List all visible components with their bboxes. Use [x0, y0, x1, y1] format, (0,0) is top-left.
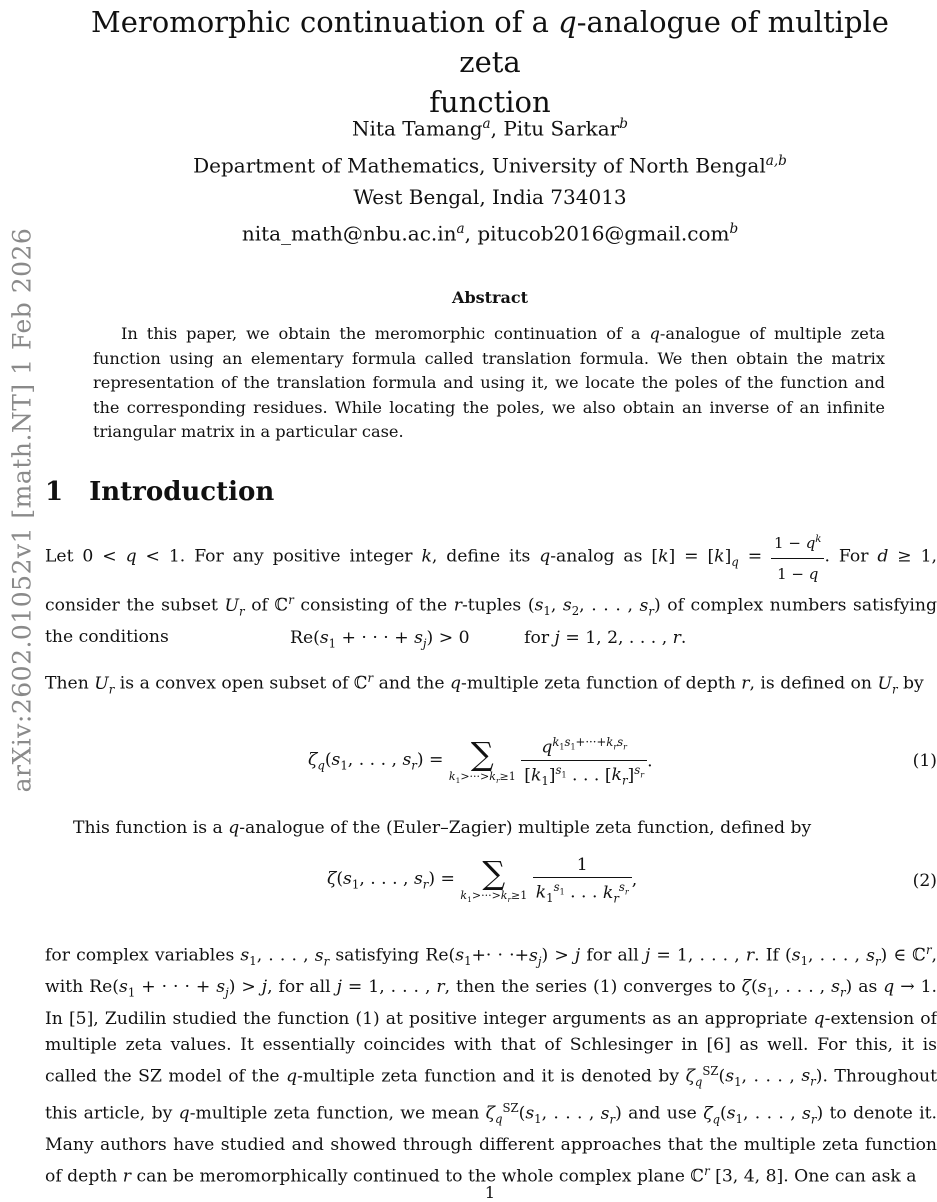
page-number: 1: [484, 1183, 496, 1202]
equation-2-number: (2): [912, 871, 937, 891]
equation-1-number: (1): [912, 751, 937, 771]
arxiv-id: arXiv:2602.01052v1 [math.NT] 1 Feb 2026: [7, 227, 37, 793]
paper-page: arXiv:2602.01052v1 [math.NT] 1 Feb 2026 Meromorphic continuation of a q-analogue of multiple zeta function Nita Tamang$^a$, Pitu Sarkar$^b$ Department of Mathematics, University of North Bengal$^{a,b}$ West Bengal, India 734013 $nita\_math@nbu.ac.in^a$, pitucob2016@gmail.com$^b$ Abstract In this paper, we obtain the meromorphic continuation of a q-analogue of multiple zeta function using an elementary formula called translation formula. We then obtain the matrix representation of the translation formula and using it, we locate the poles of the function and the corresponding residues. While locating the poles, we also obtain an inverse of an infinite triangular matrix in a particular case. 1 Introduction Let 0 < q < 1. For any positive integer k, define its q-analog as $[k] = [k]_q$ = $\frac{1 - q^k}{1 - q}$ . For d ≥ 1, consider the subset $U_r$ of ℂ$^r$ consisting of the r-tuples ($s_1$, $s_2$, . . . , $s_r$) of complex numbers satisfying the conditions $Re(s_1$ + · · · + $s_j) > 0$ for j = 1, 2, . . . , r. Then $U_r$ is a convex open subset of ℂ$^r$ and the q-multiple zeta function of depth r, is defined on $U_r$ by $\zeta_q(s_1$, . . . , $s_r$) = ∑ $k_1>\cdot\cdot\cdot>k_r\ge 1$ $\frac{q^{k_1s_1+\cdot\cdot\cdot+k_rs_r}}{[k_1]^{s_1} . . . [k_r]^{s_r}}$ . (1) This function is a q-analogue of the (Euler–Zagier) multiple zeta function, defined by $\zeta(s_1$, . . . , $s_r$) = ∑ $k_1>\cdot\cdot\cdot>k_r\ge 1$ $\frac{1}{k_1^{s_1} . . . k_r^{s_r}}$ , (2) for complex variables $s_1$, . . . , $s_r$ satisfying $Re(s_1+\cdot \cdot \cdot+s_j) > j$ for all j = 1, . . . , r. If ($s_1$, . . . , $s_r$) ∈ ℂ$^r$, with $Re(s_1$ + · · · + $s_j) > j$, for all j = 1, . . . , r, then the series (1) converges to $\zeta(s_1$, . . . , $s_r$) as q → 1. In [5], Zudilin studied the function (1) at positive integer arguments as an appropriate q-extension of multiple zeta values. It essentially coincides with that of Schlesinger in [6] as well. For this, it is called the SZ model of the q-multiple zeta function and it is denoted by $\zeta_q^{SZ}(s_1$, . . . , $s_r$). Throughout this article, by q-multiple zeta function, we mean $\zeta_q^{SZ}(s_1$, . . . , $s_r$) and use $\zeta_q(s_1$, . . . , $s_r$) to denote it. Many authors have studied and showed through different approaches that the multiple zeta function of depth r can be meromorphically continued to the whole complex plane ℂ$^r$ [3, 4, 8]. One can ask a 1: [0, 0, 937, 1200]
abstract-heading: Abstract: [452, 288, 528, 307]
intro-paragraph-3: This function is a q-analogue of the (Euler–Zagier) multiple zeta function, defined by: [73, 818, 812, 838]
abstract-text: In this paper, we obtain the meromorphic continuation of a q-analogue of multiple zeta function using an elementary formula called translation formula. We then obtain the matrix representation of the translation formula and using it, we locate the poles of the function and the corresponding residues. While locating the poles, we also obtain an inverse of an infinite triangular matrix in a particular case.: [93, 324, 885, 441]
author-names: Nita Tamang$^a$, Pitu Sarkar$^b$: [352, 116, 628, 141]
section-number: 1: [45, 477, 64, 507]
arxiv-sidebar-stamp: [2, 190, 42, 830]
author-block: [60, 108, 920, 250]
intro-paragraph-2: Then $U_r$ is a convex open subset of ℂ$^r$ and the q-multiple zeta function of depth r, is defined on $U_r$ by: [45, 671, 924, 697]
section-heading: [45, 477, 274, 507]
intro-paragraph-1: Let 0 < q < 1. For any positive integer k, define its q-analog as $[k] = [k]_q$ = $\frac{1 - q^k}{1 - q}$ . For d ≥ 1, consider the subset $U_r$ of ℂ$^r$ consisting of the r-tuples ($s_1$, $s_2$, . . . , $s_r$) of complex numbers satisfying the conditions: [45, 534, 937, 648]
equation-2: $\zeta(s_1$, . . . , $s_r$) = ∑ $k_1>\cdot\cdot\cdot>k_r\ge 1$ $\frac{1}{k_1^{s_1} . . . k_r^{s_r}}$ , (2): [327, 853, 937, 906]
section-title: Introduction: [89, 477, 275, 507]
intro-paragraph-4: for complex variables $s_1$, . . . , $s_r$ satisfying $Re(s_1+\cdot \cdot \cdot+s_j) > j$ for all j = 1, . . . , r. If ($s_1$, . . . , $s_r$) ∈ ℂ$^r$, with $Re(s_1$ + · · · + $s_j) > j$, for all j = 1, . . . , r, then the series (1) converges to $\zeta(s_1$, . . . , $s_r$) as q → 1. In [5], Zudilin studied the function (1) at positive integer arguments as an appropriate q-extension of multiple zeta values. It essentially coincides with that of Schlesinger in [6] as well. For this, it is called the SZ model of the q-multiple zeta function and it is denoted by $\zeta_q^{SZ}(s_1$, . . . , $s_r$). Throughout this article, by q-multiple zeta function, we mean $\zeta_q^{SZ}(s_1$, . . . , $s_r$) and use $\zeta_q(s_1$, . . . , $s_r$) to denote it. Many authors have studied and showed through different approaches that the multiple zeta function of depth r can be meromorphically continued to the whole complex plane ℂ$^r$ [3, 4, 8]. One can ask a: [45, 943, 937, 1187]
author-location: West Bengal, India 734013: [353, 185, 627, 210]
equation-1: $\zeta_q(s_1$, . . . , $s_r$) = ∑ $k_1>\cdot\cdot\cdot>k_r\ge 1$ $\frac{q^{k_1s_1+\cdot\cdot\cdot+k_rs_r}}{[k_1]^{s_1} . . . [k_r]^{s_r}}$ . (1): [308, 734, 937, 788]
author-department: Department of Mathematics, University of North Bengal$^{a,b}$: [193, 152, 787, 178]
author-emails: $nita\_math@nbu.ac.in^a$, pitucob2016@gmail.com$^b$: [241, 221, 739, 246]
paper-title: Meromorphic continuation of a q-analogue of multiple zeta function: [91, 5, 889, 119]
